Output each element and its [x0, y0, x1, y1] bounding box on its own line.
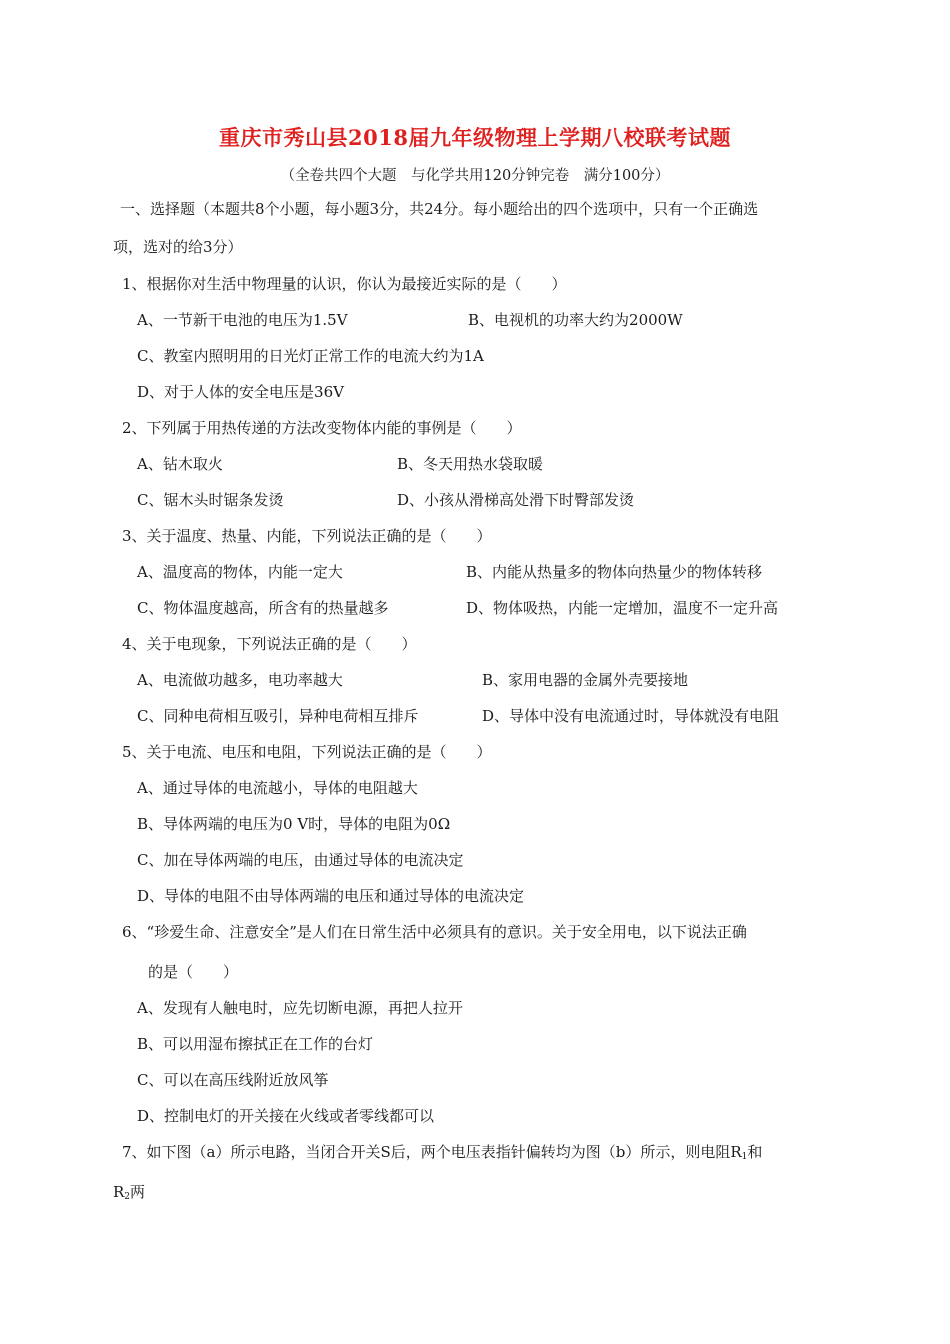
question-stem: 2、下列属于用热传递的方法改变物体内能的事例是（ ）	[122, 419, 522, 437]
option-a: A、温度高的物体，内能一定大	[137, 563, 343, 581]
question-stem: 5、关于电流、电压和电阻，下列说法正确的是（ ）	[122, 743, 492, 761]
option-c: C、物体温度越高，所含有的热量越多	[137, 599, 389, 617]
option-a: A、一节新干电池的电压为1.5V	[137, 311, 348, 329]
option-c: C、教室内照明用的日光灯正常工作的电流大约为1A	[137, 347, 484, 365]
option-d: D、对于人体的安全电压是36V	[137, 383, 344, 401]
option-d: D、导体中没有电流通过时，导体就没有电阻	[482, 707, 780, 725]
option-a: A、电流做功越多，电功率越大	[137, 671, 343, 689]
option-a: A、发现有人触电时，应先切断电源，再把人拉开	[137, 999, 463, 1017]
question-stem: 6、“珍爱生命、注意安全”是人们在日常生活中必须具有的意识。关于安全用电，以下说法正确	[122, 923, 747, 941]
question-stem: 3、关于温度、热量、内能，下列说法正确的是（ ）	[122, 527, 492, 545]
section-heading: 一、选择题（本题共8个小题，每小题3分，共24分。每小题给出的四个选项中，只有一个正确选	[120, 200, 759, 218]
question-stem	[122, 1142, 762, 1167]
option-c: C、可以在高压线附近放风筝	[137, 1071, 329, 1089]
option-b: B、家用电器的金属外壳要接地	[482, 671, 689, 689]
subscript: 2	[124, 1192, 131, 1202]
subscript: 1	[741, 1152, 748, 1162]
option-a: A、通过导体的电流越小，导体的电阻越大	[137, 779, 418, 797]
option-b: B、电视机的功率大约为2000W	[468, 311, 683, 329]
option-d: D、控制电灯的开关接在火线或者零线都可以	[137, 1107, 435, 1125]
option-c: C、锯木头时锯条发烫	[137, 491, 284, 509]
stem-text: 和	[747, 1143, 763, 1161]
option-a: A、钻木取火	[137, 455, 223, 473]
option-b: B、可以用湿布擦拭正在工作的台灯	[137, 1035, 374, 1053]
question-stem-cont	[113, 1182, 145, 1207]
option-b: B、冬天用热水袋取暖	[397, 455, 544, 473]
question-stem: 1、根据你对生活中物理量的认识，你认为最接近实际的是（ ）	[122, 275, 567, 293]
option-c: C、加在导体两端的电压，由通过导体的电流决定	[137, 851, 464, 869]
stem-text: 7、如下图（a）所示电路，当闭合开关S后，两个电压表指针偏转均为图（b）所示，则电阻R	[122, 1143, 742, 1161]
exam-title: 重庆市秀山县2018届九年级物理上学期八校联考试题	[219, 125, 731, 150]
option-c: C、同种电荷相互吸引，异种电荷相互排斥	[137, 707, 419, 725]
stem-text: 两	[130, 1183, 146, 1201]
option-b: B、内能从热量多的物体向热量少的物体转移	[466, 563, 763, 581]
exam-subtitle: （全卷共四个大题 与化学共用120分钟完卷 满分100分）	[280, 168, 670, 184]
option-d: D、小孩从滑梯高处滑下时臀部发烫	[397, 491, 635, 509]
section-heading-cont: 项，选对的给3分）	[113, 238, 243, 256]
question-stem-cont: 的是（ ）	[148, 963, 239, 981]
option-b: B、导体两端的电压为0 V时，导体的电阻为0Ω	[137, 815, 451, 833]
question-stem: 4、关于电现象，下列说法正确的是（ ）	[122, 635, 417, 653]
option-d: D、物体吸热，内能一定增加，温度不一定升高	[466, 599, 779, 617]
option-d: D、导体的电阻不由导体两端的电压和通过导体的电流决定	[137, 887, 525, 905]
stem-text: R	[113, 1183, 125, 1201]
